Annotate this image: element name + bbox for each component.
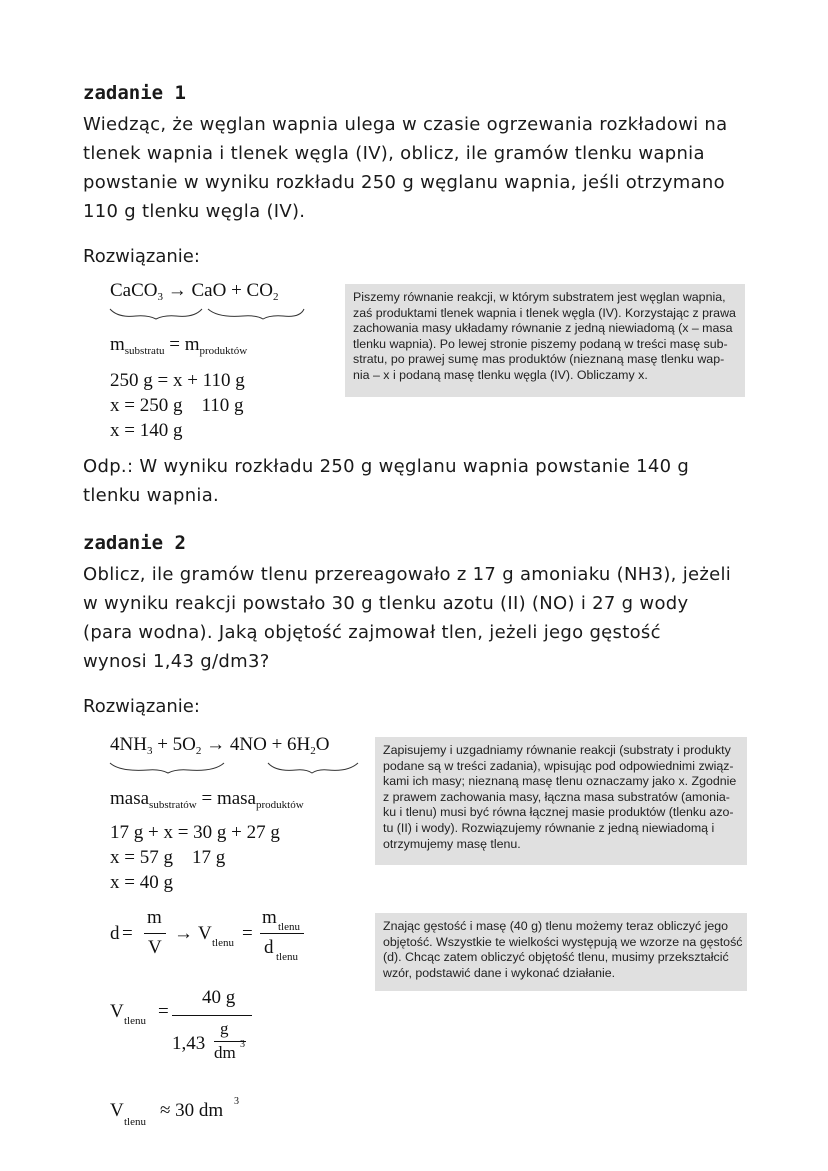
task2-steps <box>110 820 280 895</box>
step: x = 250 g 110 g <box>110 395 244 416</box>
density-symbol: d <box>110 923 120 944</box>
note-line: wzór, podstawić dane i wykonać działanie. <box>383 965 616 980</box>
note-line: zaś produktami tlenek wapnia i tlenek węgla (IV). Korzystając z prawa <box>353 305 736 320</box>
fraction-bar <box>144 933 166 934</box>
note-line: Piszemy równanie reakcji, w którym substratem jest węglan wapnia, <box>353 290 726 304</box>
note-line: podane są w treści zadania), wpisując pod odpowiednimi związ- <box>383 758 734 773</box>
subscript: 2 <box>310 745 316 757</box>
note-line: kami ich masy; nieznaną masę tlenu oznaczamy jako x. Zgodnie <box>383 774 737 789</box>
task1-reaction <box>110 280 278 303</box>
volume-symbol: V <box>198 923 212 944</box>
volume-symbol: V <box>110 1001 124 1022</box>
density-symbol: d <box>264 937 274 958</box>
equals: = <box>158 1001 169 1022</box>
note-line: ku i tlenu) musi być równa łącznej masie produktów (tlenku azo- <box>383 805 734 820</box>
task1-text-line: tlenek wapnia i tlenek węgla (IV), oblicz, ile gramów tlenku wapnia <box>83 143 705 164</box>
subscript: produktów <box>255 799 304 811</box>
note-line: stratu, po prawej sumę mas produktów (nieznaną masę tlenku wap- <box>353 352 725 367</box>
arrow: → <box>174 923 193 944</box>
product: 4NO + 6H <box>229 734 311 755</box>
subscript: tlenu <box>276 951 298 963</box>
reaction-arrow: → <box>167 280 187 301</box>
task1-text-line: powstanie w wyniku rozkładu 250 g węglanu wapnia, jeśli otrzymano <box>83 172 725 193</box>
mass-symbol: m <box>147 907 162 928</box>
note-line: objętość. Wszystkie te wielkości występują we wzorze na gęstość <box>383 934 743 949</box>
mass-symbol: m <box>184 334 200 355</box>
note-line: tu (II) i wody). Rozwiązujemy równanie z jedną niewiadomą i <box>383 820 715 835</box>
task2-reaction <box>110 734 330 757</box>
subscript: tlenu <box>212 937 234 949</box>
subscript: produktów <box>199 345 248 357</box>
task2-text-line: Oblicz, ile gramów tlenu przereagowało z 17 g amoniaku (NH3), jeżeli <box>83 564 732 585</box>
volume-calculation <box>110 985 310 1075</box>
step: 250 g = x + 110 g <box>110 370 245 391</box>
subscript: 3 <box>157 291 163 303</box>
superscript: 3 <box>234 1096 239 1107</box>
reactant: CaCO <box>110 280 158 301</box>
mass-symbol: masa <box>110 788 150 809</box>
task2-note-density <box>375 913 747 991</box>
equals: = <box>242 923 253 944</box>
task1-mass-balance <box>110 334 247 357</box>
note-line: (d). Chcąc zatem obliczyć objętość tlenu, musimy przekształcić <box>383 950 729 965</box>
note-line: nia – x i podaną masę tlenku węgla (IV). Obliczamy x. <box>353 367 648 382</box>
task2-text-line: (para wodna). Jaką objętość zajmował tlen, jeżeli jego gęstość <box>83 622 661 643</box>
underbraces <box>108 760 368 774</box>
task2-solution-label: Rozwiązanie: <box>83 696 200 717</box>
subscript: 3 <box>146 745 153 757</box>
task2-text-line: wynosi 1,43 g/dm3? <box>83 651 270 672</box>
equals: = <box>122 923 133 944</box>
task1-text-line: Wiedząc, że węglan wapnia ulega w czasie ogrzewania rozkładowi na <box>83 114 728 135</box>
note-line: zachowania masy układamy równanie z jedną niewiadomą (x – masa <box>353 321 733 336</box>
task1-note <box>345 284 745 397</box>
task2-note-reaction <box>375 737 747 865</box>
denominator-value: 1,43 <box>172 1033 206 1054</box>
density-formula <box>110 905 310 965</box>
subscript: tlenu <box>124 1116 146 1128</box>
task2-text-line: w wyniku reakcji powstało 30 g tlenku azotu (II) (NO) i 27 g wody <box>83 593 689 614</box>
volume-symbol: V <box>110 1100 124 1121</box>
note-line: Znając gęstość i masę (40 g) tlenu możemy teraz obliczyć jego <box>383 919 729 933</box>
subscript: substratów <box>149 799 197 811</box>
subscript: tlenu <box>124 1015 146 1027</box>
task1-text <box>83 110 763 226</box>
task2-text <box>83 560 763 676</box>
step: 17 g + x = 30 g + 27 g <box>110 822 280 843</box>
fraction-bar <box>260 933 304 934</box>
note-line: otrzymujemy masę tlenu. <box>383 836 521 851</box>
note-line: Zapisujemy i uzgadniamy równanie reakcji (substraty i produkty <box>383 743 731 757</box>
reactant: + 5O <box>152 734 196 755</box>
mass-symbol: m <box>110 334 125 355</box>
result-value: ≈ 30 dm <box>160 1100 224 1121</box>
product: O <box>315 734 330 755</box>
mass-symbol: m <box>262 907 277 928</box>
numerator: 40 g <box>202 987 236 1008</box>
superscript: 3 <box>240 1039 245 1050</box>
unit-grams: g <box>220 1019 229 1038</box>
task2-mass-balance <box>110 788 304 811</box>
task1-text-line: 110 g tlenku węgla (IV). <box>83 201 306 222</box>
volume-symbol: V <box>148 937 162 958</box>
task1-title: zadanie 1 <box>83 82 186 104</box>
underbraces <box>108 306 308 320</box>
equals: = <box>169 334 180 355</box>
task2-title: zadanie 2 <box>83 532 186 554</box>
fraction-bar <box>172 1015 252 1016</box>
products: CaO + CO <box>191 280 273 301</box>
subscript: 2 <box>272 291 279 303</box>
answer-line: tlenku wapnia. <box>83 485 220 506</box>
subscript: tlenu <box>278 921 300 933</box>
mass-symbol: masa <box>216 788 256 809</box>
step: x = 57 g 17 g <box>110 847 226 868</box>
step: x = 140 g <box>110 420 183 441</box>
subscript: 2 <box>195 745 202 757</box>
step: x = 40 g <box>110 872 173 893</box>
task1-solution-label: Rozwiązanie: <box>83 246 200 267</box>
note-line: z prawem zachowania masy, łączna masa substratów (amonia- <box>383 789 730 804</box>
equals: = <box>201 788 213 809</box>
volume-result <box>110 1098 310 1134</box>
answer-line: Odp.: W wyniku rozkładu 250 g węglanu wapnia powstanie 140 g <box>83 456 690 477</box>
task1-steps <box>110 368 245 443</box>
reaction-arrow: → <box>201 734 230 755</box>
task1-answer <box>83 452 763 510</box>
subscript: substratu <box>124 345 165 357</box>
unit-dm: dm <box>214 1043 236 1062</box>
note-line: tlenku wapnia). Po lewej stronie piszemy podaną w treści masę sub- <box>353 336 728 351</box>
reactant: 4NH <box>110 734 147 755</box>
